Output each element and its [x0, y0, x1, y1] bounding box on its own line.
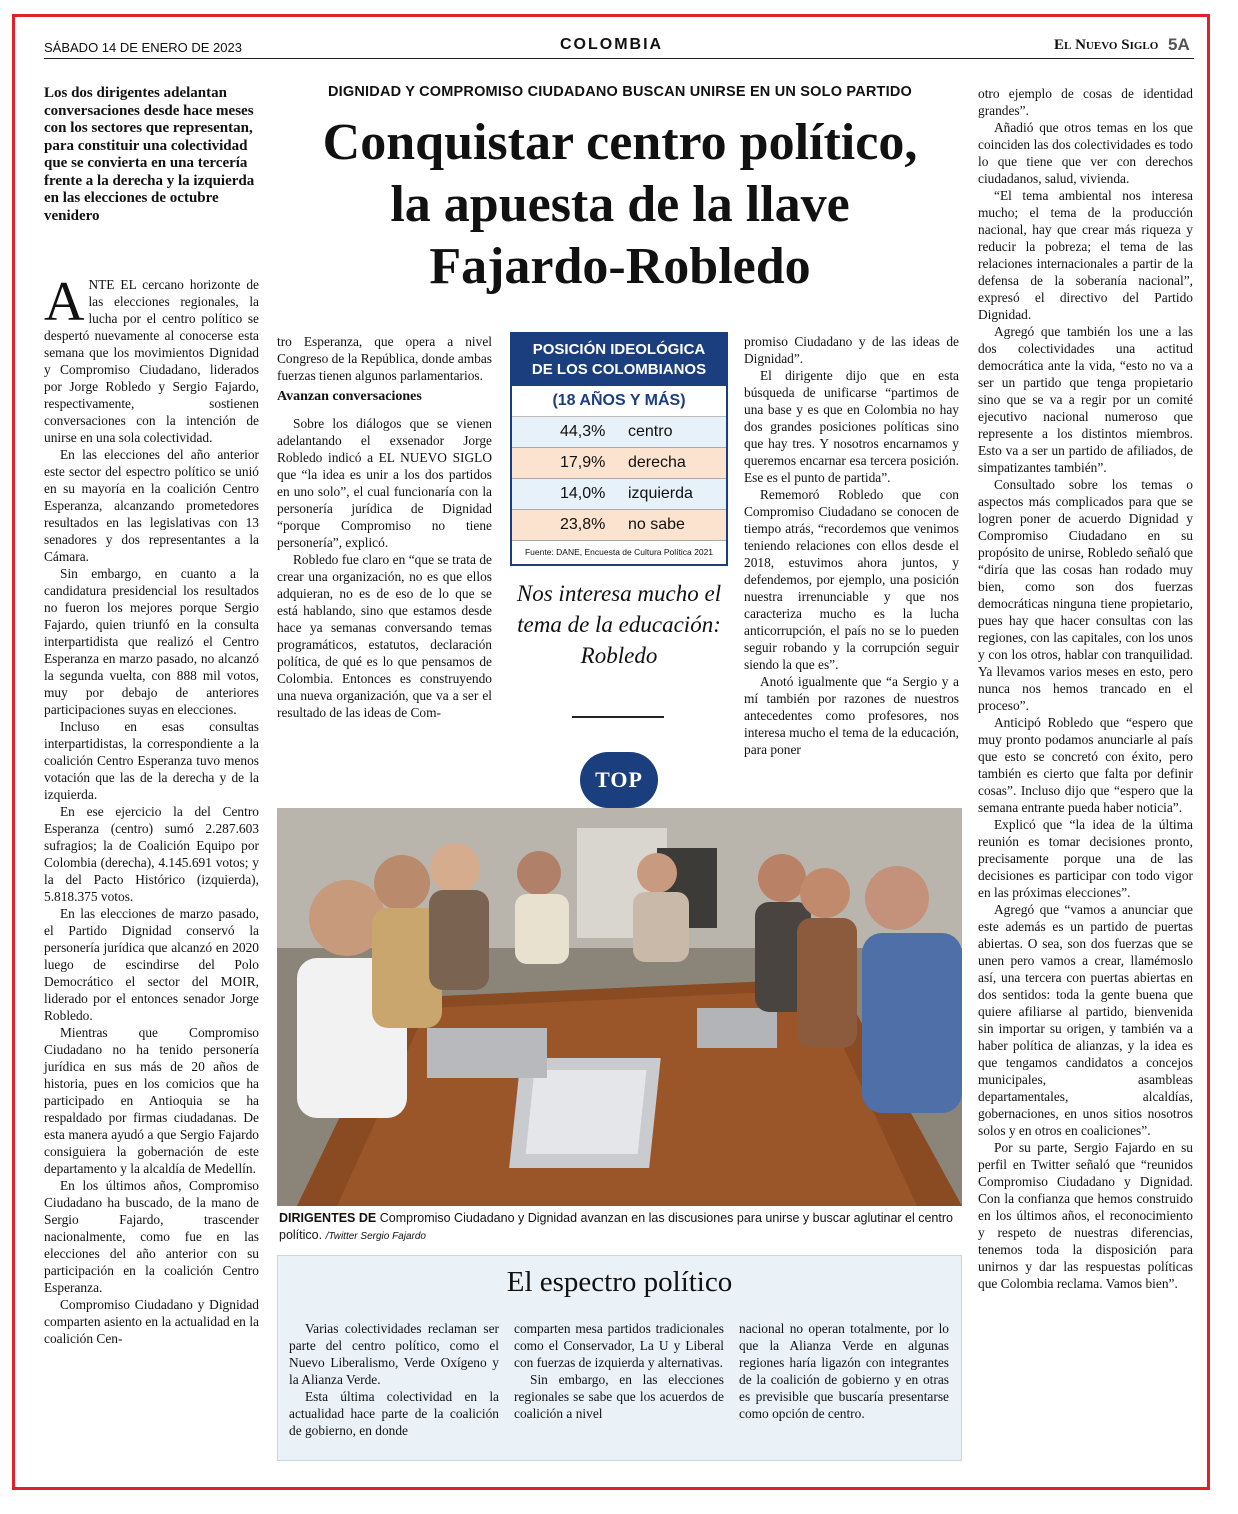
paragraph: Consultado sobre los temas o aspectos más complicados para que se logren poner de acuerdo Dignidad y Compromiso Ciudadano en su propósito de unirse, Robledo señaló que “diría que las cosas han rodado muy bien, como son dos fuerzas democráticas ninguna tiene propietario, pues hay que hacer consultas con las regiones, con las capitales, con los unos y con los otros, hablar con tranquilidad. Ya llevamos varios meses en esto, pero nunca nos hemos trancado en el proceso”. — [978, 477, 1193, 713]
paragraph: promiso Ciudadano y de las ideas de Dignidad”. — [744, 334, 959, 366]
photo-caption: DIRIGENTES DE Compromiso Ciudadano y Dignidad avanzan en las discusiones para unirse y buscar aglutinar el centro político. /Twitter Sergio Fajardo — [279, 1211, 953, 1242]
article-kicker: DIGNIDAD Y COMPROMISO CIUDADANO BUSCAN UNIRSE EN UN SOLO PARTIDO — [328, 84, 912, 100]
paragraph: Añadió que otros temas en los que coinciden las dos colectividades es todo lo que tiene que ver con derechos ciudadanos, salud, vivienda. — [978, 120, 1193, 186]
sidebar-espectro — [277, 1255, 962, 1461]
sidebar-column-3 — [739, 1320, 949, 1422]
section-name: COLOMBIA — [560, 36, 664, 53]
infobox-title: POSICIÓN IDEOLÓGICA DE LOS COLOMBIANOS — [512, 334, 726, 386]
body-column-1 — [44, 271, 259, 1347]
paragraph: tro Esperanza, que opera a nivel Congreso de la República, donde ambas fuerzas tienen algunos parlamentarios. — [277, 334, 492, 383]
paragraph: En las elecciones de marzo pasado, el Partido Dignidad conservó la personería jurídica que alcanzó en 2020 luego de escindirse del Polo Democrático el sector del MOIR, liderado por el entonces senador Jorge Robledo. — [44, 906, 259, 1023]
paragraph: Explicó que “la idea de la última reunión es tomar decisiones pronto, precisamente porque una de las decisiones es participar con todo vigor en las próximas elecciones”. — [978, 817, 1193, 900]
paragraph: Esta última colectividad en la actualidad hace parte de la coalición de gobierno, en donde — [289, 1389, 499, 1438]
paragraph: Rememoró Robledo que con Compromiso Ciudadano se conocen de tiempo atrás, “recordemos que venimos teniendo relaciones con ellos desde el 2018, estuvimos ahora juntos, y defendemos, por ejemplo, una posición nuestra irrenunciable y que nos caracteriza mucho es la lucha anticorrupción, el país no se lo pueden seguir robando y la corrupción seguir siendo la que es”. — [744, 487, 959, 672]
paragraph: “El tema ambiental nos interesa mucho; el tema de la producción nacional, hay que crear más riqueza y reducir la pobreza; el tema de las relaciones internacionales a partir de la defensa de la soberanía nacional”, expresó el directivo del Partido Dignidad. — [978, 188, 1193, 322]
paragraph: nacional no operan totalmente, por lo que la Alianza Verde en algunas regiones haría ligazón con integrantes de la coalición de gobierno y en otras es previsible que buscaría presentarse como opción de centro. — [739, 1321, 949, 1421]
first-paragraph: ANTE EL cercano horizonte de las elecciones regionales, la lucha por el centro político se despertó nuevamente al conocerse esta semana que los movimientos Dignidad y Compromiso Ciudadano, liderados por Jorge Robledo y Sergio Fajardo, respectivamente, sostienen conversaciones con la intención de unirse en una sola colectividad. — [44, 271, 259, 445]
subheading: Avanzan conversaciones — [277, 389, 422, 404]
paragraph: El dirigente dijo que en esta búsqueda de unificarse “partimos de una base y es que en Colombia no hay dos grandes posiciones políticas sino que hay tres. Y nosotros encarnamos y queremos encarnar esa tercera posición. Ese es el punto de partida”. — [744, 368, 959, 485]
paragraph: Por su parte, Sergio Fajardo en su perfil en Twitter señaló que “reunidos Compromiso Ciudadano y Dignidad. Con la confianza que hemos construido en los últimos años, el reconocimiento y respeto de nuestras diferencias, tenemos toda la disposición para unirnos y dar las respuestas políticas que Colombia reclama. Vamos bien”. — [978, 1140, 1193, 1291]
photo-credit: /Twitter Sergio Fajardo — [325, 1231, 426, 1242]
paragraph: Sin embargo, en las elecciones regionales se sabe que los acuerdos de coalición a nivel — [514, 1372, 724, 1421]
infobox-subtitle: (18 AÑOS Y MÁS) — [512, 386, 726, 417]
paragraph: Varias colectividades reclaman ser parte del centro político, como el Nuevo Liberalismo, Verde Oxígeno y la Alianza Verde. — [289, 1321, 499, 1387]
sidebar-column-2 — [514, 1320, 724, 1422]
paragraph: Mientras que Compromiso Ciudadano no ha tenido personería jurídica en sus más de 20 años de historia, pues en los comicios que ha participado en Antioquia se ha respaldado por firmas ciudadanas. De esta manera ayudó a que Sergio Fajardo consiguiera la gobernación de este departamento y la alcaldía de Medellín. — [44, 1025, 259, 1176]
paragraph: Compromiso Ciudadano y Dignidad comparten asiento en la actualidad en la coalición Cen- — [44, 1297, 259, 1346]
body-column-3 — [744, 333, 959, 758]
infobox-row-izquierda: 14,0% izquierda — [512, 479, 726, 510]
paragraph: Agregó que también los une a las dos colectividades una actitud democrática ante la vida, “esto no va a ser un partido que tenga propietario sino que se va a regir por un comité ejecutivo nacional numeroso que represente a los distintos miembros. Esto va a ser un partido de afiliados, de simpatizantes también”. — [978, 324, 1193, 475]
dropcap: A — [44, 271, 85, 333]
top-badge-label: TOP — [595, 767, 643, 792]
infobox-row-no-sabe: 23,8% no sabe — [512, 510, 726, 541]
quote-rule — [572, 716, 664, 718]
paragraph: Sobre los diálogos que se vienen adelantando el exsenador Jorge Robledo indicó a EL NUEVO SIGLO que “la idea es unir a los dos partidos en uno solo”, el cual funcionaría con la personería jurídica de Dignidad “porque Compromiso no tiene personería”, explicó. — [277, 416, 492, 550]
headline-line-1: Conquistar centro político, — [322, 114, 918, 171]
paragraph: En las elecciones del año anterior este sector del espectro político se unió en su mayoría en la coalición Centro Esperanza, alcanzando prometedores resultados en las legislativas con 13 senadores y dos representantes a la Cámara. — [44, 447, 259, 564]
paragraph: En los últimos años, Compromiso Ciudadano ha buscado, de la mano de Sergio Fajardo, trascender nacionalmente, como fue en las elecciones del año anterior con su participación en la coalición Centro Esperanza. — [44, 1178, 259, 1295]
headline-line-2: la apuesta de la llave — [390, 176, 850, 233]
article-headline — [280, 112, 960, 298]
page-number: 5A — [1168, 35, 1190, 54]
paragraph: Sin embargo, en cuanto a la candidatura presidencial los resultados no fueron los mejores porque Sergio Fajardo, quien triunfó en la consulta interpartidista que realizó el Centro Esperanza en marzo pasado, no alcanzó la segunda vuelta, con 888 mil votos, muy por debajo de anteriores participaciones suyas en elecciones. — [44, 566, 259, 717]
sidebar-title: El espectro político — [506, 1266, 733, 1298]
paragraph: comparten mesa partidos tradicionales como el Conservador, La U y Liberal con fuerzas de izquierda y alternativas. — [514, 1321, 724, 1370]
infobox-row-centro: 44,3% centro — [512, 417, 726, 448]
paragraph: En ese ejercicio la del Centro Esperanza (centro) sumó 2.287.603 sufragios; la de Coalición Equipo por Colombia (derecha), 4.145.691 votos; y la del Pacto Histórico (izquierda), 5.818.375 votos. — [44, 804, 259, 904]
infobox-row-derecha: 17,9% derecha — [512, 448, 726, 479]
paragraph: Robledo fue claro en “que se trata de crear una organización, no es que ellos adquieran, no es de eso de lo que se está hablando, sino que estamos desde hace ya semanas conversando temas programáticos, estatutos, declaración política, de qué es lo que pensamos de Colombia. Entonces es construyendo una nueva organización, que va a ser el resultado de las ideas de Com- — [277, 552, 492, 720]
pull-quote: Nos interesa mucho el tema de la educación: Robledo — [516, 581, 722, 668]
paragraph: Anotó igualmente que “a Sergio y a mí también por razones de nuestros antecedentes como profesores, nos interesa mucho el tema de la educación, para poner — [744, 674, 959, 757]
article-summary: Los dos dirigentes adelantan conversaciones desde hace meses con los sectores que representan, para constituir una colectividad que se convierta en una tercería frente a la derecha y la izquierda en las elecciones de octubre venidero — [44, 85, 255, 224]
meeting-photo-illustration — [277, 808, 962, 1206]
paragraph: Anticipó Robledo que “espero que muy pronto podamos anunciarle al país que esto se concretó con éxito, pero también es cierto que falta por definir cosas”. Incluso dijo que “espero que la semana entrante pueda haber noticia”. — [978, 715, 1193, 815]
newspaper-name: El Nuevo Siglo — [1054, 37, 1159, 53]
paragraph: Incluso en esas consultas interpartidistas, la correspondiente a la coalición Centro Esperanza tuvo menos votación que las de la derecha y de la izquierda. — [44, 719, 259, 802]
meeting-photo — [277, 808, 962, 1206]
infobox-source: Fuente: DANE, Encuesta de Cultura Política 2021 — [524, 547, 714, 557]
sidebar-column-1 — [289, 1320, 499, 1439]
paragraph: Agregó que “vamos a anunciar que este además es un partido de puertas abiertas. O sea, son dos fuerzas que se unen pero vamos a crear, llamémoslo así, una tercera con puertas abiertas en dos sentidos: toda la gente buena que quiere afiliarse al partido, bienvenida sin importar su origen, y también va a haber política de alianzas, y la idea es que tengamos candidatos a concejos municipales, asambleas departamentales, alcaldías, gobernaciones, en unos sitios nosotros solos y en otros en coaliciones”. — [978, 902, 1193, 1138]
header-rule — [44, 58, 1194, 59]
body-column-2 — [277, 333, 492, 721]
ideology-infobox — [510, 332, 728, 566]
issue-date: SÁBADO 14 DE ENERO DE 2023 — [44, 40, 242, 55]
paragraph: otro ejemplo de cosas de identidad grandes”. — [978, 86, 1193, 118]
body-column-4 — [978, 85, 1193, 1292]
headline-line-3: Fajardo-Robledo — [429, 238, 811, 295]
